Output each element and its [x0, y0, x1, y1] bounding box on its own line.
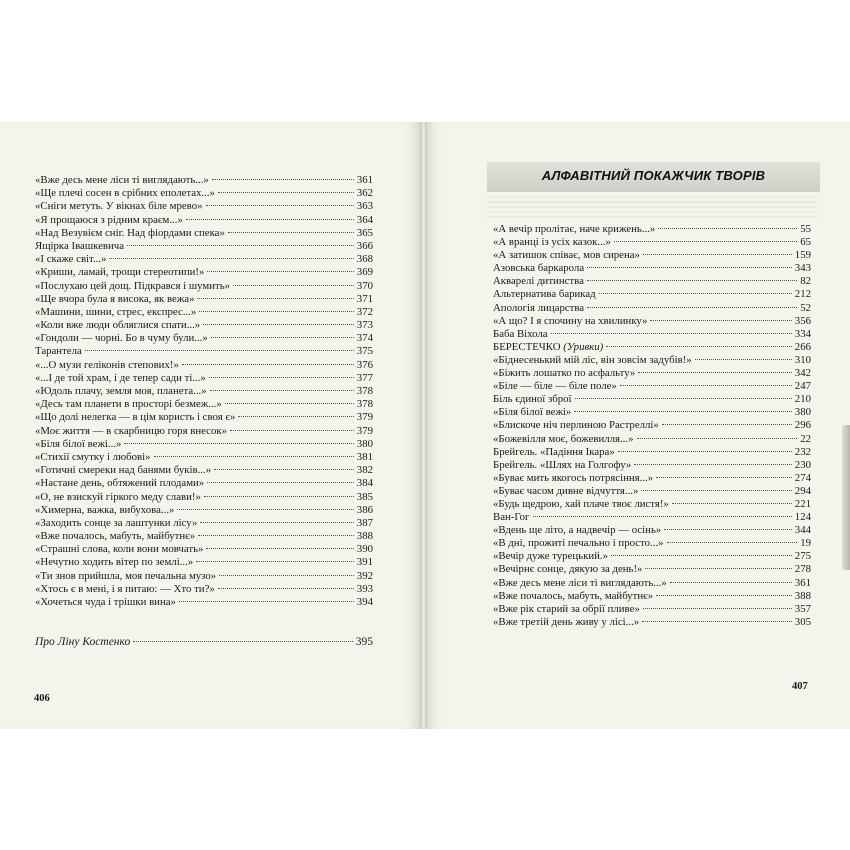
toc-entry: [35, 266, 373, 279]
dot-leader: [643, 254, 792, 255]
dot-leader: [85, 350, 354, 351]
dot-leader: [228, 232, 354, 233]
entry-page: 361: [356, 174, 373, 186]
entry-title: «Юдоль плачу, земля моя, планета...»: [35, 385, 207, 397]
toc-entry: [493, 433, 811, 446]
entry-page: 381: [356, 450, 373, 463]
dot-leader: [209, 377, 354, 378]
dot-leader: [177, 509, 353, 510]
entry-title: «Що долі нелегка — в цім користь і своя є»: [35, 411, 236, 424]
entry-title: «А вранці із усіх казок...»: [493, 236, 611, 249]
entry-title: «Заходить сонце за лаштунки лісу»: [35, 516, 198, 529]
toc-entry: [35, 306, 373, 319]
entry-title: «А що? І я спочину на хвилинку»: [493, 314, 648, 327]
print-smudge: [487, 196, 817, 218]
entry-title: «Страшні слова, коли вони мовчать»: [35, 543, 204, 556]
entry-title: «Криши, ламай, трощи стереотипи!»: [35, 266, 205, 279]
entry-page: 212: [794, 288, 811, 301]
index-heading: АЛФАВІТНИЙ ПОКАЖЧИК ТВОРІВ: [541, 168, 766, 183]
dot-leader: [206, 205, 354, 206]
entry-title: «Ще вчора була я висока, як вежа»: [35, 292, 195, 305]
entry-title: Акварелі дитинства: [493, 275, 584, 288]
toc-entry: [35, 174, 373, 187]
entry-page: 334: [794, 327, 811, 340]
dot-leader: [233, 285, 354, 286]
dot-leader: [198, 535, 354, 536]
entry-title: «А затишок співає, мов сирена»: [493, 249, 640, 262]
toc-entry: [493, 354, 811, 367]
entry-subtitle: (Уривки): [563, 340, 604, 353]
entry-page: 375: [356, 345, 373, 358]
dot-leader: [599, 293, 792, 294]
toc-entry: [493, 485, 811, 498]
toc-entry: [35, 556, 373, 569]
dot-leader: [656, 477, 792, 478]
entry-page: 124: [794, 511, 811, 524]
entry-title: «Сніги метуть. У вікнах біле мрево»: [35, 200, 203, 213]
entry-title: «Біднесенький мій ліс, він зовсім задубів!»: [493, 353, 692, 366]
toc-entry: [35, 253, 373, 266]
entry-title: «Блискоче ніч перлиною Растреллі»: [493, 419, 659, 432]
entry-title: «Буває мить якогось потрясіння...»: [493, 471, 654, 484]
entry-page: 82: [800, 275, 811, 288]
about-author-entry: [35, 636, 373, 649]
toc-entry: [35, 293, 373, 306]
entry-title: «Будь щедрою, хай плаче твоє листя!»: [493, 497, 669, 510]
toc-entry: [35, 359, 373, 372]
toc-entry: [35, 636, 373, 649]
dot-leader: [662, 424, 792, 425]
toc-entry: [35, 385, 373, 398]
dot-leader: [230, 430, 354, 431]
entry-title: Ван-Гог: [493, 511, 530, 524]
dot-leader: [533, 516, 792, 517]
dot-leader: [672, 503, 792, 504]
dot-leader: [206, 548, 353, 549]
entry-title: «Вдень ще літо, а надвечір — осінь»: [493, 524, 662, 537]
dot-leader: [225, 403, 354, 404]
toc-entry: [493, 367, 811, 380]
entry-page: 379: [356, 411, 373, 424]
entry-page: 373: [356, 319, 373, 332]
entry-page: 374: [356, 332, 373, 345]
left-page-number: 406: [34, 693, 50, 704]
toc-entry: [493, 459, 811, 472]
dot-leader: [196, 561, 354, 562]
toc-entry: [493, 223, 811, 236]
entry-page: 19: [800, 537, 811, 550]
toc-entry: [35, 543, 373, 556]
toc-entry: [35, 517, 373, 530]
dot-leader: [587, 267, 792, 268]
entry-page: 344: [794, 524, 811, 537]
toc-entry: [35, 530, 373, 543]
entry-title: «Вже десь мене ліси ті виглядають...»: [35, 174, 209, 186]
toc-entry: [493, 590, 811, 603]
toc-entry: [35, 411, 373, 424]
toc-entry: [35, 583, 373, 596]
toc-entry: [493, 603, 811, 616]
entry-page: 378: [356, 398, 373, 411]
entry-page: 274: [794, 471, 811, 484]
dot-leader: [656, 595, 792, 596]
toc-entry: [35, 477, 373, 490]
entry-page: 378: [356, 385, 373, 397]
entry-page: 342: [794, 367, 811, 380]
dot-leader: [211, 337, 354, 338]
toc-entry: [493, 616, 811, 629]
entry-page: 385: [356, 490, 373, 503]
toc-entry: [493, 524, 811, 537]
entry-title: Брейгель. «Шлях на Голгофу»: [493, 458, 632, 471]
toc-entry: [35, 596, 373, 609]
dot-leader: [658, 228, 797, 229]
entry-title: «Хочеться чуда і трішки вина»: [35, 596, 176, 608]
entry-title: «Ще плечі сосен в срібних еполетах...»: [35, 187, 215, 200]
dot-leader: [620, 385, 792, 386]
dot-leader: [219, 575, 354, 576]
toc-entry: [493, 446, 811, 459]
dot-leader: [186, 219, 354, 220]
entry-title: «Химерна, важка, вибухова...»: [35, 503, 175, 516]
dot-leader: [210, 390, 354, 391]
entry-page: 369: [356, 266, 373, 279]
entry-page: 393: [356, 582, 373, 595]
entry-title: «Готичні смереки над банями буків...»: [35, 464, 212, 477]
entry-page: 230: [794, 458, 811, 471]
entry-page: 370: [356, 279, 373, 292]
dot-leader: [182, 364, 354, 365]
entry-title: «Над Везувієм сніг. Над фіордами спека»: [35, 226, 225, 239]
dot-leader: [212, 179, 354, 180]
entry-page: 275: [794, 550, 811, 563]
toc-entry: [493, 341, 811, 354]
dot-leader: [643, 608, 792, 609]
toc-entry: [493, 511, 811, 524]
entry-page: 377: [356, 371, 373, 384]
toc-entry: [493, 236, 811, 249]
dot-leader: [124, 443, 353, 444]
entry-title: «В дні, прожиті печально і просто...»: [493, 537, 664, 550]
dot-leader: [203, 324, 354, 325]
toc-entry: [35, 372, 373, 385]
dot-leader: [638, 372, 791, 373]
entry-page: 394: [356, 596, 373, 608]
entry-page: 232: [794, 445, 811, 458]
entry-title: «Буває часом дивне відчуття...»: [493, 484, 639, 497]
entry-page: 386: [356, 503, 373, 516]
entry-page: 364: [356, 213, 373, 226]
left-toc-list: [35, 174, 373, 609]
index-heading-banner: [487, 162, 820, 192]
entry-page: 221: [794, 497, 811, 510]
entry-title: Тарантела: [35, 345, 82, 358]
about-title: Про Ліну Костенко: [35, 636, 131, 648]
toc-entry: [493, 406, 811, 419]
dot-leader: [614, 241, 797, 242]
toc-entry: [493, 563, 811, 576]
toc-entry: [493, 577, 811, 590]
entry-title: «...І де той храм, і де тепер сади ті...»: [35, 371, 206, 384]
entry-page: 365: [356, 226, 373, 239]
entry-title: «...О музи геліконів степових!»: [35, 358, 179, 371]
dot-leader: [238, 416, 353, 417]
entry-title: Баба Віхола: [493, 327, 548, 340]
toc-entry: [493, 315, 811, 328]
entry-page: 210: [794, 393, 811, 406]
entry-page: 357: [794, 602, 811, 615]
dot-leader: [645, 568, 791, 569]
entry-page: 391: [356, 556, 373, 569]
dot-leader: [199, 311, 354, 312]
dot-leader: [642, 621, 792, 622]
entry-page: 388: [356, 530, 373, 543]
entry-page: 388: [794, 589, 811, 602]
dot-leader: [200, 522, 353, 523]
entry-title: «Я прощаюся з рідним краєм...»: [35, 213, 183, 226]
toc-entry: [493, 262, 811, 275]
toc-entry: [35, 491, 373, 504]
toc-entry: [493, 472, 811, 485]
entry-page: 278: [794, 563, 811, 576]
entry-title: «А вечір пролітає, наче крижень...»: [493, 223, 656, 235]
dot-leader: [109, 258, 353, 259]
entry-page: 382: [356, 464, 373, 477]
entry-page: 22: [800, 432, 811, 445]
dot-leader: [127, 245, 354, 246]
entry-title: «Машини, шини, стрес, експрес...»: [35, 305, 197, 318]
toc-entry: [493, 249, 811, 262]
toc-entry: [493, 419, 811, 432]
entry-title: «Вже почалось, мабуть, майбутнє»: [35, 530, 196, 543]
dot-leader: [204, 496, 354, 497]
entry-title: Брейгель. «Падіння Ікара»: [493, 445, 615, 458]
entry-page: 55: [800, 223, 811, 235]
entry-page: 65: [800, 236, 811, 249]
entry-title: «Вечірнє сонце, дякую за день!»: [493, 563, 643, 576]
right-page-number: 407: [792, 681, 808, 692]
entry-title: Азовська баркарола: [493, 262, 585, 275]
toc-entry: [35, 319, 373, 332]
entry-title: «Десь там планети в просторі безмеж...»: [35, 398, 222, 411]
entry-page: 52: [800, 301, 811, 314]
entry-title: «Ти знов прийшла, моя печальна музо»: [35, 569, 217, 582]
toc-entry: [35, 464, 373, 477]
dot-leader: [650, 320, 791, 321]
toc-entry: [493, 302, 811, 315]
toc-entry: [493, 380, 811, 393]
page-edge-tab: [842, 425, 850, 570]
entry-page: 310: [794, 353, 811, 366]
toc-entry: [35, 398, 373, 411]
right-index-list: [493, 223, 811, 629]
toc-entry: [35, 214, 373, 227]
dot-leader: [207, 271, 353, 272]
toc-entry: [35, 451, 373, 464]
about-page: 395: [355, 636, 373, 648]
entry-title: Апологія лицарства: [493, 301, 585, 314]
entry-title: «Вже рік старий за обрії пливе»: [493, 602, 640, 615]
dot-leader: [618, 451, 792, 452]
toc-entry: [493, 288, 811, 301]
entry-title: «Послухаю цей дощ. Підкрався і шумить»: [35, 279, 231, 292]
entry-title: «Гондоли — чорні. Бо в чуму були...»: [35, 332, 208, 345]
toc-entry: [35, 345, 373, 358]
toc-entry: [493, 550, 811, 563]
entry-title: Ящірка Івашкевича: [35, 239, 125, 252]
dot-leader: [634, 464, 792, 465]
toc-entry: [35, 425, 373, 438]
entry-title: «Біля білої вежі...»: [35, 437, 122, 450]
entry-page: 366: [356, 239, 373, 252]
book-gutter: [420, 122, 427, 729]
entry-page: 266: [794, 340, 811, 353]
entry-page: 371: [356, 292, 373, 305]
entry-title: «Нечутно ходить вітер по землі...»: [35, 556, 194, 569]
toc-entry: [35, 227, 373, 240]
entry-page: 343: [794, 262, 811, 275]
entry-page: 294: [794, 484, 811, 497]
toc-entry: [35, 438, 373, 451]
entry-page: 387: [356, 516, 373, 529]
dot-leader: [551, 333, 792, 334]
dot-leader: [218, 588, 354, 589]
toc-entry: [493, 275, 811, 288]
dot-leader: [575, 398, 792, 399]
entry-title: Біль єдиної зброї: [493, 393, 572, 406]
entry-page: 372: [356, 305, 373, 318]
dot-leader: [664, 529, 792, 530]
entry-title: «Вже почалось, мабуть, майбутнє»: [493, 589, 654, 602]
entry-page: 392: [356, 569, 373, 582]
dot-leader: [574, 411, 791, 412]
toc-entry: [35, 280, 373, 293]
entry-page: 384: [356, 477, 373, 490]
toc-entry: [35, 504, 373, 517]
entry-title: «Моє життя — в скарбницю горя внесок»: [35, 424, 228, 437]
entry-title: «Вже третій день живу у лісі...»: [493, 615, 640, 628]
dot-leader: [606, 346, 792, 347]
entry-title: «Вже десь мене ліси ті виглядають...»: [493, 576, 667, 589]
entry-title: «Біжить лошатко по асфальту»: [493, 367, 636, 380]
dot-leader: [197, 298, 353, 299]
dot-leader: [637, 438, 798, 439]
toc-entry: [493, 537, 811, 550]
dot-leader: [587, 307, 797, 308]
toc-entry: [493, 328, 811, 341]
entry-title: «Настане день, обтяжений плодами»: [35, 477, 205, 490]
entry-title: Альтернатива барикад: [493, 288, 596, 301]
entry-page: 376: [356, 358, 373, 371]
entry-page: 361: [794, 576, 811, 589]
toc-entry: [493, 498, 811, 511]
dot-leader: [214, 469, 354, 470]
entry-title: «Вечір дуже турецький.»: [493, 550, 608, 563]
entry-page: 380: [794, 406, 811, 419]
entry-title: «О, не взискуй гіркого меду слави!»: [35, 490, 201, 503]
entry-title: «І скаже світ...»: [35, 253, 107, 266]
entry-page: 305: [794, 615, 811, 628]
toc-entry: [35, 570, 373, 583]
entry-page: 380: [356, 437, 373, 450]
dot-leader: [154, 456, 354, 457]
toc-entry: [493, 393, 811, 406]
entry-page: 390: [356, 543, 373, 556]
entry-title: «Біле — біле — біле поле»: [493, 380, 617, 393]
entry-page: 296: [794, 419, 811, 432]
dot-leader: [133, 641, 353, 642]
entry-title: «Хтось є в мені, і я питаю: — Хто ти?»: [35, 582, 215, 595]
dot-leader: [207, 482, 354, 483]
toc-entry: [35, 240, 373, 253]
dot-leader: [670, 582, 792, 583]
toc-entry: [35, 200, 373, 213]
entry-page: 159: [794, 249, 811, 262]
entry-page: 362: [356, 187, 373, 200]
entry-title: «Стихії смутку і любові»: [35, 450, 151, 463]
dot-leader: [611, 555, 792, 556]
dot-leader: [218, 192, 354, 193]
entry-title: «Біля білої вежі»: [493, 406, 572, 419]
entry-title: БЕРЕСТЕЧКО (Уривки): [493, 340, 604, 353]
dot-leader: [695, 359, 792, 360]
toc-entry: [35, 332, 373, 345]
dot-leader: [667, 542, 798, 543]
entry-page: 368: [356, 253, 373, 266]
entry-page: 356: [794, 314, 811, 327]
dot-leader: [179, 601, 354, 602]
entry-page: 247: [794, 380, 811, 393]
entry-title: «Божевілля моє, божевилля...»: [493, 432, 634, 445]
dot-leader: [641, 490, 791, 491]
entry-page: 363: [356, 200, 373, 213]
entry-title: «Коли вже люди обляглися спати...»: [35, 319, 201, 332]
toc-entry: [35, 187, 373, 200]
entry-page: 379: [356, 424, 373, 437]
dot-leader: [587, 280, 797, 281]
